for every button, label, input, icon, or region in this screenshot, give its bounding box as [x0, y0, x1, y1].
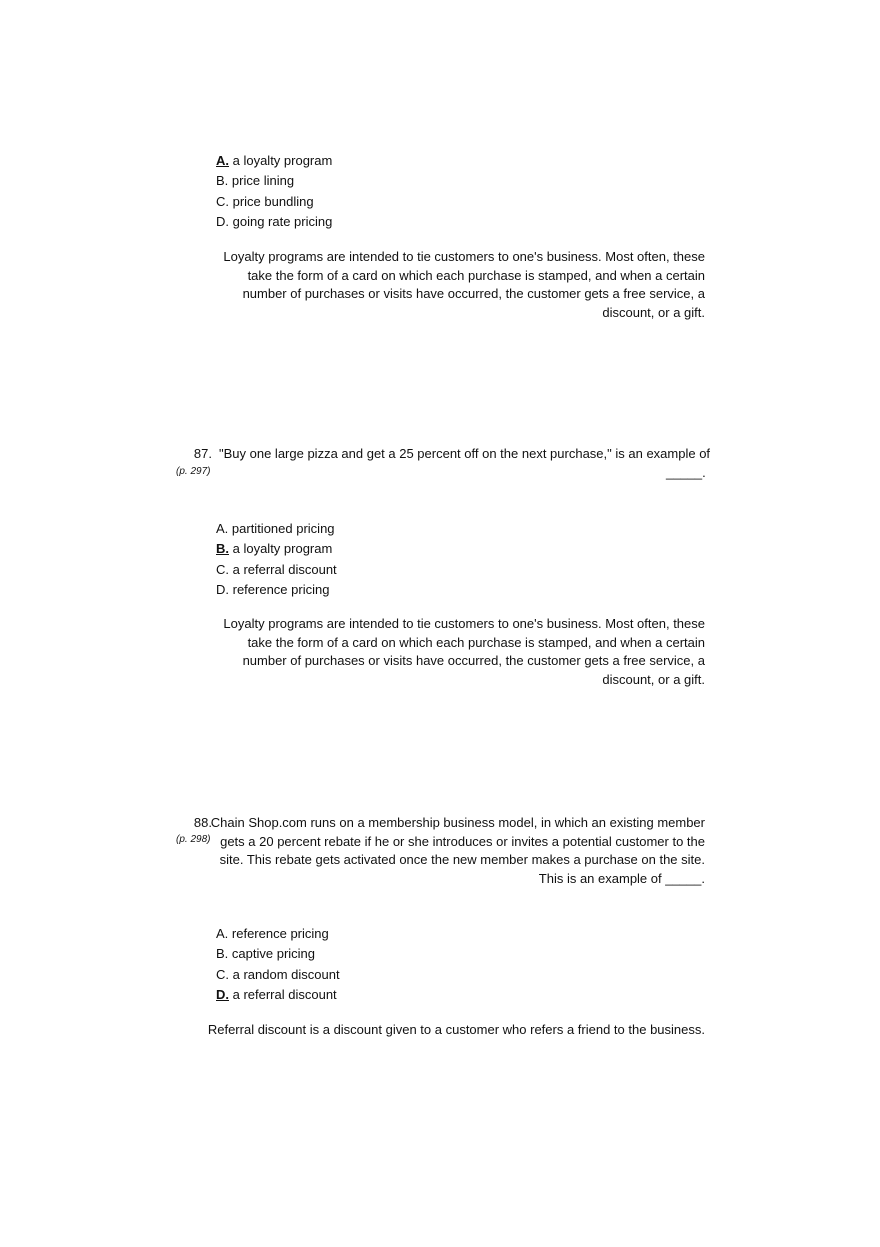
q87-option-d-text: reference pricing	[229, 582, 330, 597]
q88-option-a-letter: A.	[216, 926, 229, 941]
q88-page-ref: (p. 298)	[176, 834, 211, 845]
q88-number: 88.	[193, 815, 212, 830]
q88-option-c	[216, 967, 340, 983]
q87-option-a-letter: A.	[216, 521, 229, 536]
q88-option-b	[216, 946, 315, 962]
q87-option-b-text: a loyalty program	[229, 541, 333, 556]
q88-explanation-line: Referral discount is a discount given to a customer who refers a friend to the business.	[207, 1022, 705, 1037]
q86-explanation-line: number of purchases or visits have occurred, the customer gets a free service, a	[242, 286, 705, 301]
q87-explanation-line: number of purchases or visits have occurred, the customer gets a free service, a	[242, 653, 705, 668]
q87-option-c	[216, 562, 337, 578]
q88-stem	[185, 814, 705, 888]
q87-option-a	[216, 521, 335, 537]
q86-option-b-text: price lining	[228, 173, 295, 188]
q87-option-b	[216, 541, 332, 557]
q88-option-c-letter: C.	[216, 967, 229, 982]
q86-option-c	[216, 194, 314, 210]
q87-option-b-letter: B.	[216, 541, 229, 556]
q86-explanation-line: discount, or a gift.	[602, 304, 705, 320]
q87-option-d-letter: D.	[216, 582, 229, 597]
q88-stem-line: This is an example of _____.	[538, 870, 705, 886]
q88-option-b-text: captive pricing	[228, 946, 316, 961]
q88-option-d-text: a referral discount	[229, 987, 337, 1002]
q88-option-d	[216, 987, 337, 1003]
q87-option-a-text: partitioned pricing	[228, 521, 335, 536]
q88-stem-line: Chain Shop.com runs on a membership business model, in which an existing member	[210, 815, 705, 830]
q86-explanation	[185, 248, 705, 322]
q87-explanation-line: Loyalty programs are intended to tie customers to one's business. Most often, these	[223, 616, 705, 631]
q88-option-a-text: reference pricing	[228, 926, 329, 941]
q88-option-b-letter: B.	[216, 946, 229, 961]
q87-option-c-letter: C.	[216, 562, 229, 577]
q87-page-ref: (p. 297)	[176, 466, 211, 477]
q86-option-a-text: a loyalty program	[229, 153, 333, 168]
q86-option-b	[216, 173, 294, 189]
q87-stem-line: _____.	[666, 465, 706, 480]
q87-option-c-text: a referral discount	[229, 562, 337, 577]
q86-option-d-text: going rate pricing	[229, 214, 333, 229]
q88-explanation	[185, 1021, 705, 1040]
q86-option-d-letter: D.	[216, 214, 229, 229]
q87-explanation-line: discount, or a gift.	[602, 671, 705, 687]
q88-stem-line: site. This rebate gets activated once the new member makes a purchase on the site.	[219, 852, 705, 867]
q88-option-c-text: a random discount	[229, 967, 340, 982]
q87-option-d	[216, 582, 329, 598]
q86-option-a	[216, 153, 332, 169]
q87-stem-line: "Buy one large pizza and get a 25 percent off on the next purchase," is an example of	[219, 446, 711, 461]
q86-option-d	[216, 214, 332, 230]
q86-option-c-text: price bundling	[229, 194, 314, 209]
q88-option-a	[216, 926, 329, 942]
q87-explanation-line: take the form of a card on which each purchase is stamped, and when a certain	[247, 634, 705, 650]
q86-explanation-line: take the form of a card on which each purchase is stamped, and when a certain	[247, 267, 705, 283]
q86-option-c-letter: C.	[216, 194, 229, 209]
q87-explanation	[185, 615, 705, 689]
q86-option-a-letter: A.	[216, 153, 229, 168]
q86-explanation-line: Loyalty programs are intended to tie customers to one's business. Most often, these	[223, 249, 705, 264]
q88-stem-line: gets a 20 percent rebate if he or she introduces or invites a potential customer to the	[220, 833, 705, 849]
q87-number: 87.	[193, 446, 212, 461]
q86-option-b-letter: B.	[216, 173, 229, 188]
q88-option-d-letter: D.	[216, 987, 229, 1002]
